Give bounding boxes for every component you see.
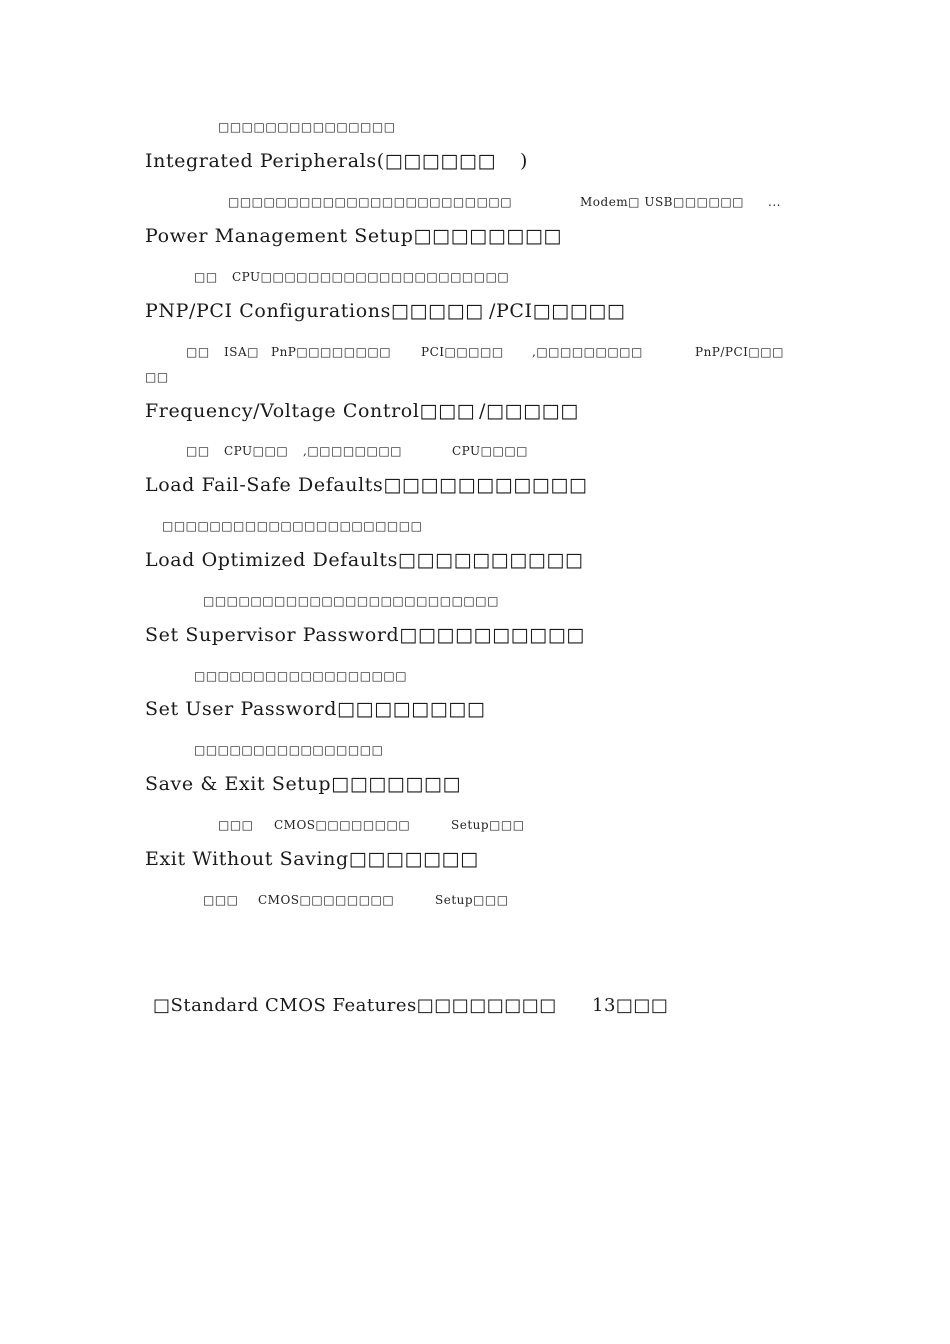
description-text: □□□□□□□□□□□□□□□□: [194, 743, 384, 757]
heading-power-management-setup: [145, 225, 562, 247]
description-load-fail-safe: [162, 519, 422, 533]
heading-text: Load Optimized Defaults□□□□□□□□□□: [145, 549, 584, 571]
heading-text: Save & Exit Setup□□□□□□□: [145, 773, 462, 795]
description-text: □□□□□□□□□□□□□□□□□□□□□□: [162, 519, 423, 533]
description-text: PCI□□□□□: [421, 345, 504, 359]
description-text: PnP/PCI□□□: [695, 345, 784, 359]
description-text: Setup□□□: [451, 818, 525, 832]
heading-exit-without-saving: [145, 848, 479, 870]
description-load-optimized: [203, 594, 499, 608]
description-text: □□□□□□□□□□□□□□□□□□□□□□□□: [228, 195, 513, 209]
heading-set-user-password: [145, 698, 485, 720]
description-text: CMOS□□□□□□□□: [274, 818, 411, 832]
heading-text: PNP/PCI Configurations□□□□□: [145, 300, 484, 322]
heading-text: Set User Password□□□□□□□□: [145, 698, 486, 720]
description-text: CPU□□□: [224, 444, 289, 458]
heading-load-fail-safe-defaults: [145, 474, 587, 496]
description-text: ,□□□□□□□□: [303, 444, 403, 458]
description-supervisor-password: [194, 669, 407, 683]
heading-text: Load Fail-Safe Defaults□□□□□□□□□□□: [145, 474, 588, 496]
heading-text: Power Management Setup□□□□□□□□: [145, 225, 562, 247]
description-text: □□□: [218, 818, 254, 832]
heading-text: /PCI□□□□□: [489, 300, 626, 322]
description-text: □□: [194, 270, 218, 284]
description-text: □□: [186, 345, 210, 359]
description-text: □□□□□□□□□□□□□□□□□□□□□□□□□: [203, 594, 499, 608]
heading-load-optimized-defaults: [145, 549, 583, 571]
description-text: □□□□□□□□□□□□□□□□□□: [194, 669, 408, 683]
heading-text: /□□□□□: [479, 400, 579, 422]
description-text: □□□□□□□□□□□□□□□: [218, 120, 396, 134]
description-text: ,□□□□□□□□□: [532, 345, 643, 359]
description-bios-features: [218, 120, 396, 134]
description-text: CMOS□□□□□□□□: [258, 893, 395, 907]
heading-text: Frequency/Voltage Control□□□: [145, 400, 476, 422]
description-text: ...: [768, 195, 781, 209]
description-text: □□: [145, 370, 169, 384]
description-text: □□: [186, 444, 210, 458]
caption-figure-number: 13□□□: [592, 995, 669, 1016]
heading-text: Exit Without Saving□□□□□□□: [145, 848, 479, 870]
description-text: CPU□□□□□□□□□□□□□□□□□□□□□: [232, 270, 510, 284]
description-text: □□□: [203, 893, 239, 907]
heading-text: Set Supervisor Password□□□□□□□□□□: [145, 624, 585, 646]
heading-set-supervisor-password: [145, 624, 585, 646]
description-text: PnP□□□□□□□□: [271, 345, 392, 359]
heading-text-close-paren: ): [520, 150, 529, 172]
heading-save-exit-setup: [145, 773, 461, 795]
description-text: ISA□: [224, 345, 259, 359]
description-pnp-pci-continued: [145, 370, 169, 384]
caption-text: □Standard CMOS Features□□□□□□□□: [153, 995, 557, 1016]
description-text: Setup□□□: [435, 893, 509, 907]
description-text: Modem□ USB□□□□□□: [580, 195, 745, 209]
description-user-password: [194, 743, 383, 757]
description-text: CPU□□□□: [452, 444, 529, 458]
heading-text: Integrated Peripherals(□□□□□□: [145, 150, 497, 172]
